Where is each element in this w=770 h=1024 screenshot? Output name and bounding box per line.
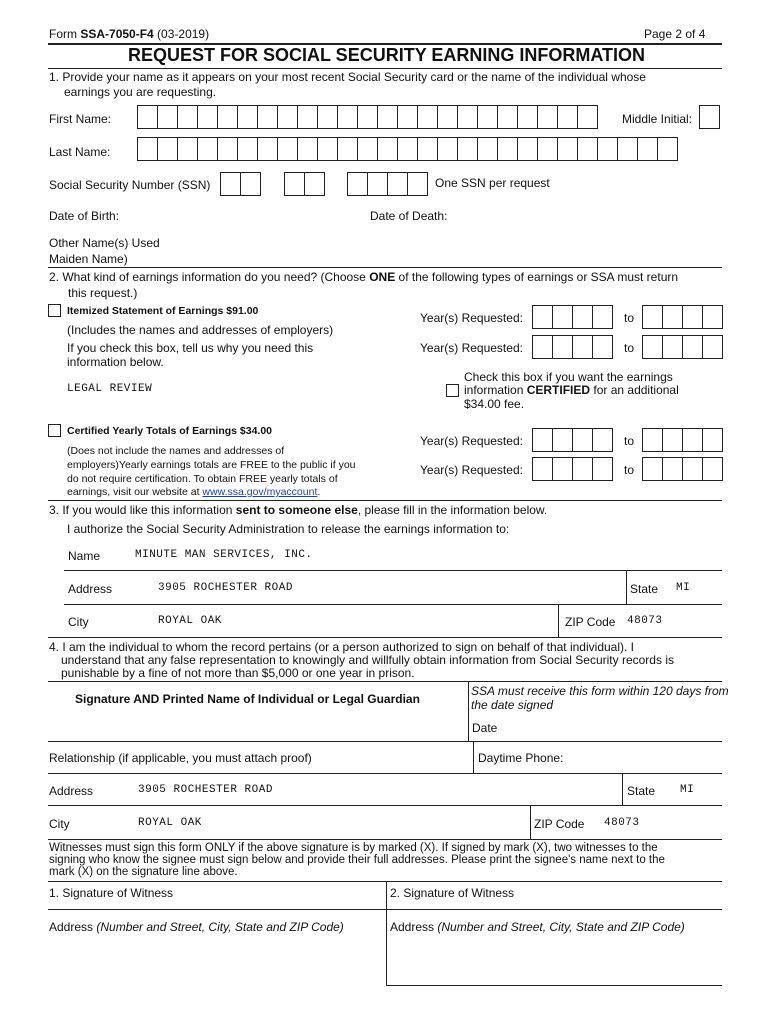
recipient-city-value[interactable]: ROYAL OAK — [158, 615, 222, 627]
witness-line-1: Witnesses must sign this form ONLY if the above signature is by marked (X). If signed by mark (X), two witnesses to the — [49, 842, 658, 854]
section3-rule — [48, 637, 722, 638]
first-name-boxes[interactable] — [137, 105, 597, 129]
to-label-1: to — [624, 311, 635, 325]
signer-state-divider — [622, 773, 623, 805]
dob-label: Date of Birth: — [49, 209, 120, 223]
section1-instruction-2: earnings you are requesting. — [64, 85, 217, 99]
section2-instruction-b: of the following types of earnings or SSA must return — [395, 270, 679, 284]
section4-line-2: understand that any false representation to knowingly and willfully obtain information from Social Security records is — [61, 653, 674, 667]
yearly-note-1: (Does not include the names and addresses of — [67, 445, 285, 457]
witness-1-signature-label: 1. Signature of Witness — [49, 886, 174, 900]
page-number: Page 2 of 4 — [644, 27, 706, 41]
year-to-4[interactable] — [642, 457, 722, 481]
certified-note-1: Check this box if you want the earnings — [464, 370, 673, 384]
section1-instruction-1: 1. Provide your name as it appears on your most recent Social Security card or the name of the individual whose — [49, 70, 646, 84]
section2-instruction-a: 2. What kind of earnings information do you need? (Choose — [49, 270, 370, 284]
middle-initial-box[interactable] — [699, 105, 719, 129]
witness-2-signature-label: 2. Signature of Witness — [390, 886, 515, 900]
reason-value[interactable]: LEGAL REVIEW — [67, 383, 153, 395]
recipient-state-value[interactable]: MI — [676, 582, 691, 594]
signer-zip-divider — [530, 805, 531, 839]
title-rule — [48, 68, 722, 69]
signer-city-rule — [48, 839, 722, 840]
year-to-3[interactable] — [642, 428, 722, 452]
yearly-totals-checkbox[interactable] — [48, 424, 61, 437]
recipient-name-rule — [64, 570, 722, 571]
receive-note-2: the date signed — [471, 698, 554, 712]
section4-line-3: punishable by a fine of not more than $5,000 or one year in prison. — [61, 666, 415, 680]
signer-zip-label: ZIP Code — [534, 817, 585, 831]
signer-state-value[interactable]: MI — [680, 784, 695, 796]
witness-divider — [386, 881, 387, 985]
section3-instruction-b: , please fill in the information below. — [357, 503, 548, 517]
relationship-rule — [48, 773, 722, 774]
signature-date-divider — [468, 681, 469, 741]
recipient-zip-label: ZIP Code — [565, 615, 616, 629]
itemized-note-1: (Includes the names and addresses of employers) — [67, 323, 334, 337]
recipient-name-label: Name — [68, 549, 101, 563]
witness-1-address-text: Address — [49, 920, 97, 934]
certified-note-2c: for an additional — [590, 383, 679, 397]
signer-city-value[interactable]: ROYAL OAK — [138, 817, 202, 829]
certified-checkbox[interactable] — [446, 384, 459, 397]
page-title: REQUEST FOR SOCIAL SECURITY EARNING INFORMATION — [128, 45, 646, 65]
year-from-2[interactable] — [532, 335, 612, 359]
receive-note-1: SSA must receive this form within 120 days from — [471, 684, 729, 698]
itemized-label: Itemized Statement of Earnings $91.00 — [67, 305, 259, 317]
form-prefix: Form — [49, 27, 81, 41]
date-label: Date — [472, 721, 498, 735]
itemized-checkbox[interactable] — [48, 304, 61, 317]
to-label-2: to — [624, 341, 635, 355]
yearly-note-2: employers)Yearly earnings totals are FREE to the public if you — [67, 459, 356, 471]
last-name-label: Last Name: — [49, 145, 111, 159]
section3-instruction-bold: sent to someone else — [235, 503, 358, 517]
witness-top-rule — [48, 881, 722, 882]
section2-rule — [48, 500, 722, 501]
witness-bottom-rule — [386, 985, 722, 986]
itemized-note-3: information below. — [67, 355, 164, 369]
maiden-name-label: Maiden Name) — [49, 252, 128, 266]
recipient-address-value[interactable]: 3905 ROCHESTER ROAD — [158, 582, 293, 594]
year-to-1[interactable] — [642, 305, 722, 329]
to-label-4: to — [624, 463, 635, 477]
last-name-boxes[interactable] — [137, 137, 677, 161]
middle-initial-label: Middle Initial: — [622, 112, 693, 126]
recipient-zip-divider — [558, 604, 559, 637]
yearly-totals-label: Certified Yearly Totals of Earnings $34.00 — [67, 425, 273, 437]
certified-note-3: $34.00 fee. — [464, 397, 525, 411]
section4-rule — [48, 681, 722, 682]
signature-label: Signature AND Printed Name of Individual or Legal Guardian — [75, 692, 420, 706]
section2-instruction-2: this request.) — [68, 286, 138, 300]
years-requested-label-4: Year(s) Requested: — [420, 463, 523, 477]
signer-state-label: State — [627, 784, 656, 798]
witness-2-address-hint: (Number and Street, City, State and ZIP Code) — [437, 920, 685, 934]
years-requested-label-2: Year(s) Requested: — [420, 341, 523, 355]
relationship-label: Relationship (if applicable, you must attach proof) — [49, 751, 312, 765]
recipient-state-label: State — [630, 582, 659, 596]
yearly-note-4 — [67, 486, 320, 498]
signer-city-label: City — [49, 817, 70, 831]
years-requested-label-3: Year(s) Requested: — [420, 434, 523, 448]
witness-2-address-text: Address — [390, 920, 438, 934]
other-names-label: Other Name(s) Used — [49, 236, 160, 250]
recipient-city-label: City — [68, 615, 89, 629]
ssn-boxes-group1[interactable] — [220, 172, 260, 196]
itemized-note-2: If you check this box, tell us why you need this — [67, 341, 314, 355]
section1-rule — [48, 267, 722, 268]
to-label-3: to — [624, 434, 635, 448]
form-id — [49, 27, 209, 41]
form-number: SSA-7050-F4 — [80, 27, 154, 41]
witness-line-2: signing who know the signee must sign below and provide their full addresses. Please print the signee's name next to the — [49, 854, 665, 866]
dod-label: Date of Death: — [370, 209, 448, 223]
signer-zip-value[interactable]: 48073 — [604, 817, 640, 829]
ssn-boxes-group3[interactable] — [347, 172, 427, 196]
years-requested-label-1: Year(s) Requested: — [420, 311, 523, 325]
year-to-2[interactable] — [642, 335, 722, 359]
signer-address-value[interactable]: 3905 ROCHESTER ROAD — [138, 784, 273, 796]
year-from-4[interactable] — [532, 457, 612, 481]
yearly-note-end: . — [317, 486, 321, 498]
form-date: (03-2019) — [153, 27, 210, 41]
ssn-label: Social Security Number (SSN) — [49, 178, 211, 192]
signer-address-rule — [48, 805, 722, 806]
witness-2-address-label — [390, 920, 685, 934]
ssn-boxes-group2[interactable] — [284, 172, 324, 196]
myaccount-link[interactable]: www.ssa.gov/myaccount — [202, 486, 318, 498]
daytime-phone-label: Daytime Phone: — [478, 751, 564, 765]
recipient-address-label: Address — [68, 582, 113, 596]
section3-instruction — [49, 503, 547, 517]
certified-note-2 — [464, 383, 679, 397]
certified-note-2b: CERTIFIED — [526, 383, 591, 397]
section2-instruction — [49, 270, 678, 284]
yearly-note-4-text: earnings, visit our website at — [67, 486, 203, 498]
recipient-state-divider — [626, 570, 627, 604]
year-from-3[interactable] — [532, 428, 612, 452]
authorize-text: I authorize the Social Security Administration to release the earnings information to: — [67, 522, 510, 536]
signer-address-label: Address — [49, 784, 94, 798]
recipient-address-rule — [64, 604, 722, 605]
recipient-zip-value[interactable]: 48073 — [627, 615, 663, 627]
section2-instruction-one: ONE — [369, 270, 396, 284]
phone-divider — [473, 741, 474, 773]
witness-1-address-hint: (Number and Street, City, State and ZIP Code) — [96, 920, 344, 934]
first-name-label: First Name: — [49, 112, 112, 126]
yearly-note-3: do not require certification. To obtain FREE yearly totals of — [67, 473, 338, 485]
witness-line-3: mark (X) on the signature line above. — [49, 866, 238, 878]
section4-line-1: 4. I am the individual to whom the record pertains (or a person authorized to sign on behalf of that individual). I — [49, 640, 634, 654]
witness-1-address-label — [49, 920, 344, 934]
section3-instruction-a: 3. If you would like this information — [49, 503, 236, 517]
ssn-note: One SSN per request — [435, 176, 550, 190]
year-from-1[interactable] — [532, 305, 612, 329]
signature-rule — [48, 741, 722, 742]
witness-signature-rule — [48, 909, 722, 910]
certified-note-2a: information — [464, 383, 527, 397]
recipient-name-value[interactable]: MINUTE MAN SERVICES, INC. — [135, 549, 313, 561]
